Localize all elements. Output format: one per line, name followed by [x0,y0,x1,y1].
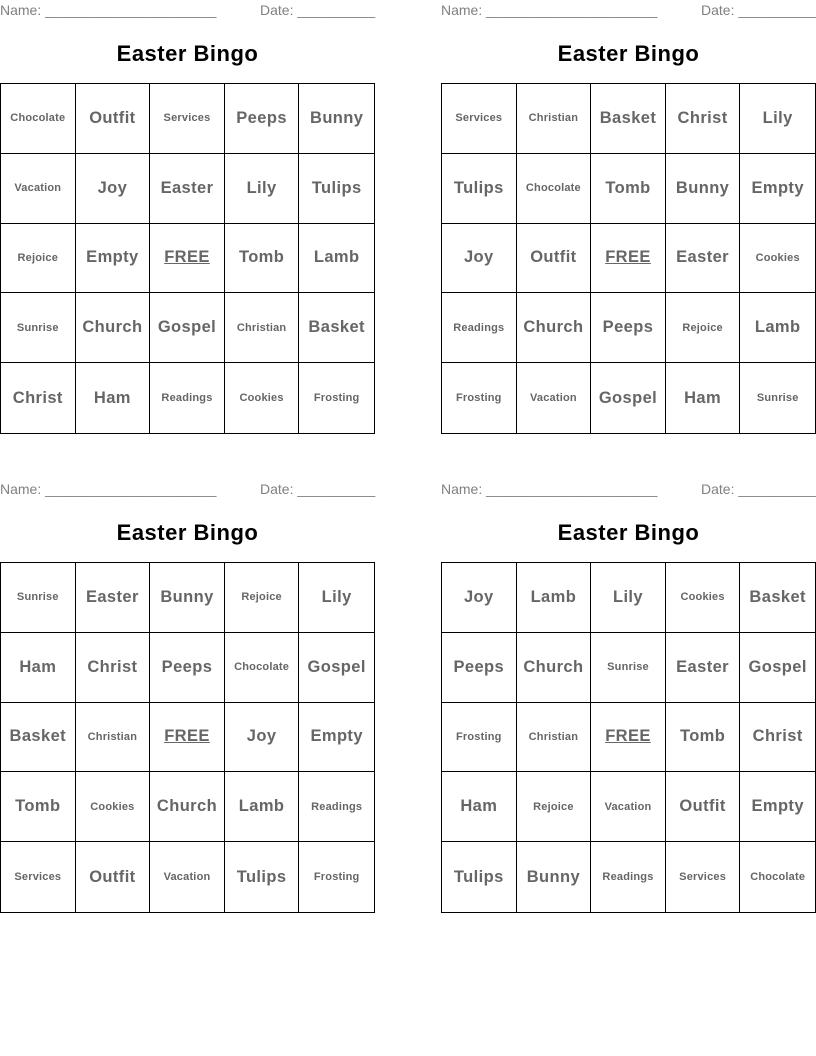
bingo-cell: Basket [591,84,666,154]
bingo-cell: Gospel [740,633,815,703]
bingo-cell: Chocolate [225,633,300,703]
bingo-cell: Lily [591,563,666,633]
bingo-cell: Christ [666,84,741,154]
bingo-cell: Frosting [442,703,517,773]
bingo-cell: Christian [517,703,592,773]
bingo-cell: Lamb [225,772,300,842]
bingo-card-2 [441,0,816,435]
free-space: FREE [150,224,225,294]
card-header-line [441,481,816,499]
bingo-card-1 [0,0,375,435]
bingo-cell: Church [517,633,592,703]
bingo-cell: Rejoice [1,224,76,294]
bingo-card-4 [441,479,816,914]
bingo-cell: Ham [76,363,151,433]
bingo-cell: Cookies [666,563,741,633]
card-title: Easter Bingo [557,520,700,545]
name-line: Name: ______________________ [441,2,658,18]
name-line: Name: ______________________ [0,481,217,497]
bingo-cell: Lily [225,154,300,224]
bingo-cell: Empty [76,224,151,294]
bingo-cell: Christian [76,703,151,773]
card-title: Easter Bingo [557,41,700,66]
bingo-cell: Bunny [150,563,225,633]
bingo-cell: Tomb [225,224,300,294]
bingo-cell: Readings [150,363,225,433]
bingo-cell: Christian [517,84,592,154]
bingo-cell: Empty [740,772,815,842]
bingo-cell: Sunrise [591,633,666,703]
bingo-cell: Christ [1,363,76,433]
bingo-grid [0,83,375,434]
card-header-line [441,2,816,20]
bingo-grid [0,562,375,913]
bingo-cell: Joy [225,703,300,773]
bingo-cell: Frosting [313,392,360,405]
card-header-line [0,2,375,20]
bingo-cell: Chocolate [517,154,592,224]
bingo-cell: Vacation [591,772,666,842]
bingo-cell: Basket [299,293,374,363]
bingo-cell: Christian [225,293,300,363]
bingo-cell: Tulips [299,154,374,224]
bingo-cell: Vacation [1,154,76,224]
bingo-grid [441,83,816,434]
bingo-cell: Peeps [591,293,666,363]
bingo-cell: Easter [666,224,741,294]
card-title: Easter Bingo [116,520,259,545]
bingo-cell: Ham [1,633,76,703]
bingo-cell: Outfit [666,772,741,842]
bingo-cell: Tomb [1,772,76,842]
bingo-cell: Tomb [666,703,741,773]
bingo-cell: Empty [299,703,374,773]
bingo-cell: Christ [740,703,815,773]
bingo-cell: Rejoice [666,293,741,363]
bingo-cell: Outfit [76,842,151,912]
bingo-cell: Ham [442,772,517,842]
bingo-cell: Easter [150,154,225,224]
bingo-cell: Sunrise [756,392,799,405]
bingo-cell: Tulips [442,154,517,224]
bingo-cell: Gospel [299,633,374,703]
bingo-cell: Peeps [150,633,225,703]
bingo-cell: Joy [442,563,517,633]
bingo-cell: Tomb [591,154,666,224]
free-space: FREE [591,703,666,773]
bingo-cell: Basket [1,703,76,773]
name-line: Name: ______________________ [0,2,217,18]
bingo-cell: Readings [591,842,666,912]
bingo-cell: Chocolate [1,84,76,154]
bingo-grid [441,562,816,913]
bingo-cell: Bunny [666,154,741,224]
bingo-card-3 [0,479,375,914]
bingo-cell: Lily [299,563,374,633]
bingo-cell: Rejoice [517,772,592,842]
bingo-cell: Cookies [76,772,151,842]
bingo-cell: Services [150,84,225,154]
bingo-cell: Bunny [517,842,592,912]
bingo-cell: Rejoice [225,563,300,633]
bingo-cell: Readings [299,772,374,842]
bingo-cell: Bunny [299,84,374,154]
bingo-cell: Vacation [517,363,592,433]
bingo-cell: Church [150,772,225,842]
date-line: Date: __________ [701,481,816,497]
bingo-cell: Tulips [225,842,300,912]
bingo-cell: Joy [442,224,517,294]
bingo-cell: Peeps [442,633,517,703]
date-line: Date: __________ [260,481,376,497]
bingo-cell: Cookies [740,224,815,294]
bingo-cell: Chocolate [750,871,806,884]
date-line: Date: __________ [260,2,376,18]
bingo-cell: Empty [740,154,815,224]
bingo-cell: Services [442,84,517,154]
card-header-line [0,481,375,499]
date-line: Date: __________ [701,2,816,18]
bingo-cell: Tulips [442,842,517,912]
bingo-cell: Lamb [740,293,815,363]
name-line: Name: ______________________ [441,481,658,497]
bingo-cell: Frosting [442,363,517,433]
bingo-cell: Christ [76,633,151,703]
card-title: Easter Bingo [116,41,259,66]
bingo-cell: Readings [442,293,517,363]
bingo-cell: Outfit [517,224,592,294]
bingo-cell: Lamb [517,563,592,633]
bingo-cell: Lily [740,84,815,154]
bingo-cell: Vacation [150,842,225,912]
bingo-cell: Church [76,293,151,363]
bingo-cell: Services [666,842,741,912]
bingo-cell: Services [1,842,76,912]
bingo-cell: Sunrise [1,563,76,633]
bingo-cell: Sunrise [1,293,76,363]
bingo-cell: Church [517,293,592,363]
free-space: FREE [150,703,225,773]
bingo-cell: Easter [666,633,741,703]
bingo-cell: Gospel [591,363,666,433]
bingo-cell: Gospel [150,293,225,363]
bingo-cell: Outfit [76,84,151,154]
free-space: FREE [591,224,666,294]
bingo-cell: Frosting [313,871,360,884]
bingo-cell: Basket [740,563,815,633]
bingo-cell: Ham [666,363,741,433]
bingo-cell: Easter [76,563,151,633]
bingo-cell: Cookies [225,363,300,433]
bingo-cell: Joy [76,154,151,224]
bingo-cell: Peeps [225,84,300,154]
bingo-cell: Lamb [299,224,374,294]
